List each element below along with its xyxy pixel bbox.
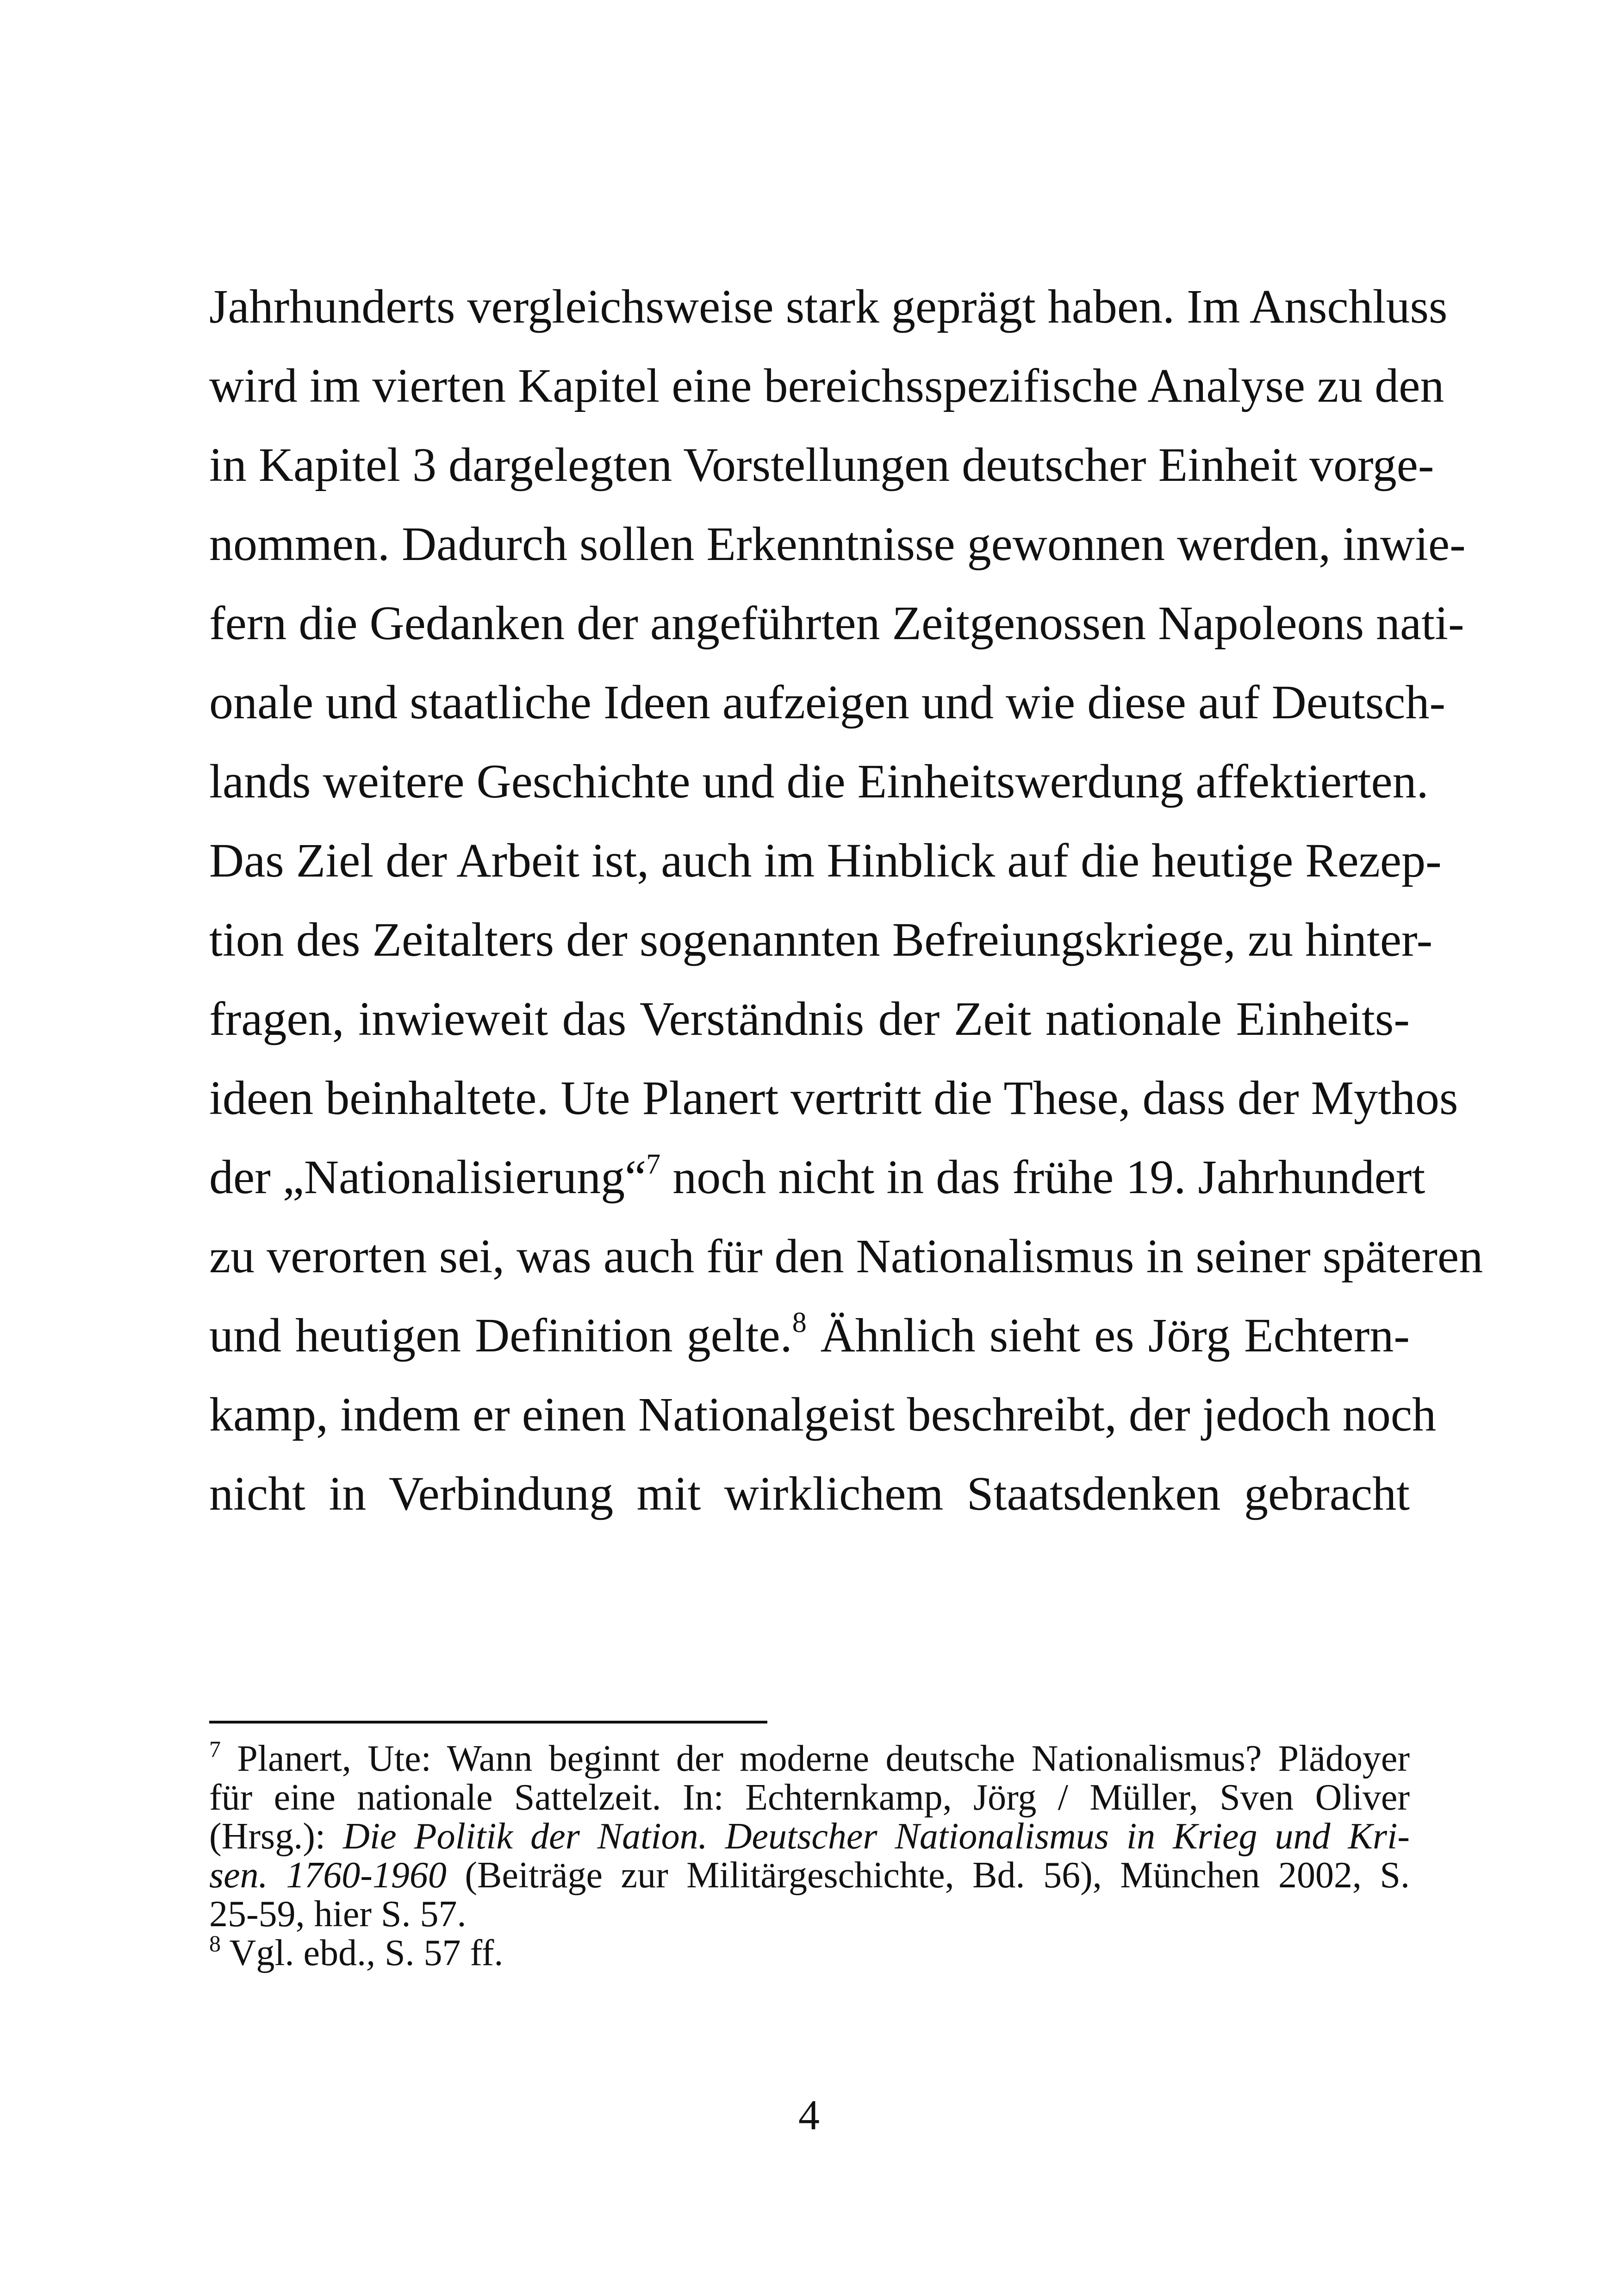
body-text-segment: noch nicht in das frühe 19. Jahrhundert: [660, 1151, 1425, 1204]
body-text-line: kamp, indem er einen Nationalgeist beschreibt, der jedoch noch: [209, 1388, 1437, 1441]
footnote-text-italic: ,: [366, 1933, 376, 1973]
body-text-line: onale und staatliche Ideen aufzeigen und wie diese auf Deutsch-: [209, 676, 1446, 729]
page-number: 4: [798, 2091, 820, 2139]
body-text-line: tion des Zeitalters der sogenannten Befreiungskriege, zu hinter-: [209, 913, 1433, 966]
footnote-8-line: [209, 1930, 1410, 1973]
footnote-text: (Hrsg.):: [209, 1816, 343, 1857]
footnote-number: 8: [209, 1930, 221, 1956]
body-text-segment: der „Nationalisierung“: [209, 1151, 647, 1204]
footnote-number: 7: [209, 1736, 221, 1762]
footnote-text: (Beiträge zur Militärgeschichte, Bd. 56), München 2002, S.: [446, 1855, 1410, 1896]
footnote-text: Vgl. ebd.: [221, 1933, 367, 1973]
body-text-line: lands weitere Geschichte und die Einheitswerdung affektierten.: [209, 755, 1429, 808]
body-text-line: fern die Gedanken der angeführten Zeitgenossen Napoleons nati-: [209, 597, 1464, 650]
footnote-7-line: [209, 1736, 1410, 1779]
body-text-line: ideen beinhaltete. Ute Planert vertritt die These, dass der Mythos: [209, 1071, 1458, 1125]
body-text-segment: und heutigen Definition gelte.: [209, 1309, 792, 1362]
footnote-7-line: [209, 1818, 1410, 1855]
body-text-line: in Kapitel 3 dargelegten Vorstellungen deutscher Einheit vorge-: [209, 438, 1434, 492]
footnote-7-line: [209, 1857, 1410, 1894]
footnote-separator: [209, 1721, 767, 1724]
footnote-reference-7[interactable]: 7: [646, 1149, 661, 1180]
footnote-7-line: für eine nationale Sattelzeit. In: Echternkamp, Jörg / Müller, Sven Oliver: [209, 1777, 1410, 1818]
footnote-text: Planert, Ute: Wann beginnt der moderne deutsche Nationalismus? Plädoyer: [221, 1738, 1410, 1779]
body-text-line: fragen, inwieweit das Verständnis der Zeit nationale Einheits-: [209, 992, 1410, 1045]
body-text-line: zu verorten sei, was auch für den Nationalismus in seiner späteren: [209, 1230, 1483, 1283]
body-text-line: nommen. Dadurch sollen Erkenntnisse gewonnen werden, inwie-: [209, 517, 1466, 571]
footnote-text: S. 57 ff.: [375, 1933, 504, 1973]
body-text-line: Das Ziel der Arbeit ist, auch im Hinblick auf die heutige Rezep-: [209, 834, 1442, 887]
body-text-line: wird im vierten Kapitel eine bereichsspezifische Analyse zu den: [209, 359, 1444, 412]
footnote-reference-8[interactable]: 8: [792, 1307, 807, 1338]
footnote-title-italic: sen. 1760-1960: [209, 1855, 447, 1896]
body-text-line: [209, 1140, 1425, 1214]
body-text-line: [209, 1299, 1410, 1373]
body-text-line: nicht in Verbindung mit wirklichem Staatsdenken gebracht: [209, 1467, 1410, 1520]
footnote-7-line: 25-59, hier S. 57.: [209, 1894, 467, 1935]
footnote-title-italic: Die Politik der Nation. Deutscher Nationalismus in Krieg und Kri-: [343, 1816, 1410, 1857]
body-text-line: Jahrhunderts vergleichsweise stark geprägt haben. Im Anschluss: [209, 280, 1448, 333]
body-text-segment: Ähnlich sieht es Jörg Echtern-: [806, 1309, 1410, 1362]
